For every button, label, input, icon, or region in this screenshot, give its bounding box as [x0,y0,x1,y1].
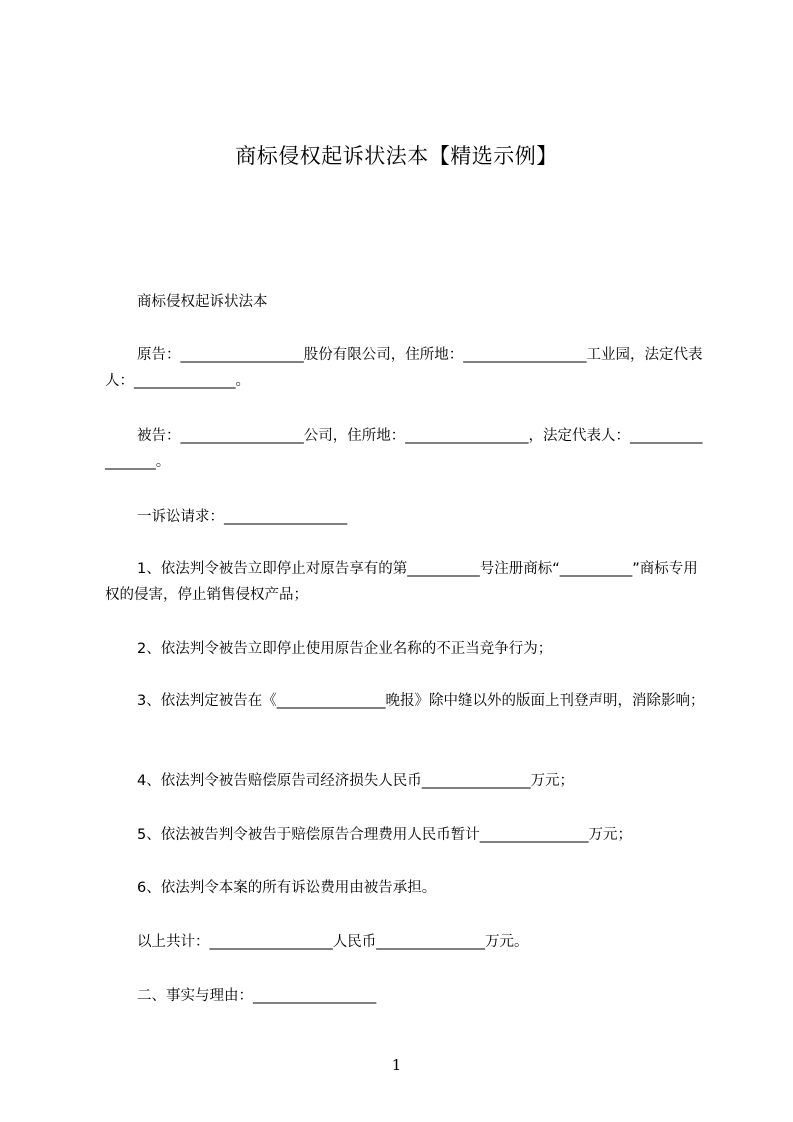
total-paragraph: 以上共计：_________________人民币_______________万元。 [137,934,529,950]
section-heading: 商标侵权起诉状法本 [137,294,268,310]
page-number: 1 [391,1056,402,1074]
claim-item-2: 2、依法判令被告立即停止使用原告企业名称的不正当竞争行为； [137,641,553,657]
plaintiff-paragraph: 原告：_________________股份有限公司，住所地：_________________工业园，法定代表人：______________。 [105,347,703,389]
defendant-paragraph: 被告：_________________公司，住所地：_________________，法定代表人：_________________。 [105,428,703,470]
claim-item-3: 3、依法判定被告在《_______________晚报》除中缝以外的版面上刊登声明，消除影响； [137,693,705,709]
claims-heading: 一诉讼请求：_________________ [137,509,348,525]
claim-item-5: 5、依法被告判令被告于赔偿原告合理费用人民币暂计_______________万元； [137,827,632,843]
document-title: 商标侵权起诉状法本【精选示例】 [235,144,558,168]
claim-item-1: 1、依法判令被告立即停止对原告享有的第__________号注册商标“__________”商标专用权的侵害，停止销售侵权产品； [105,561,698,603]
claim-item-4: 4、依法判令被告赔偿原告司经济损失人民币_______________万元； [137,773,574,789]
claim-item-6: 6、依法判令本案的所有诉讼费用由被告承担。 [137,880,437,896]
facts-heading: 二、事实与理由：_________________ [137,988,377,1004]
